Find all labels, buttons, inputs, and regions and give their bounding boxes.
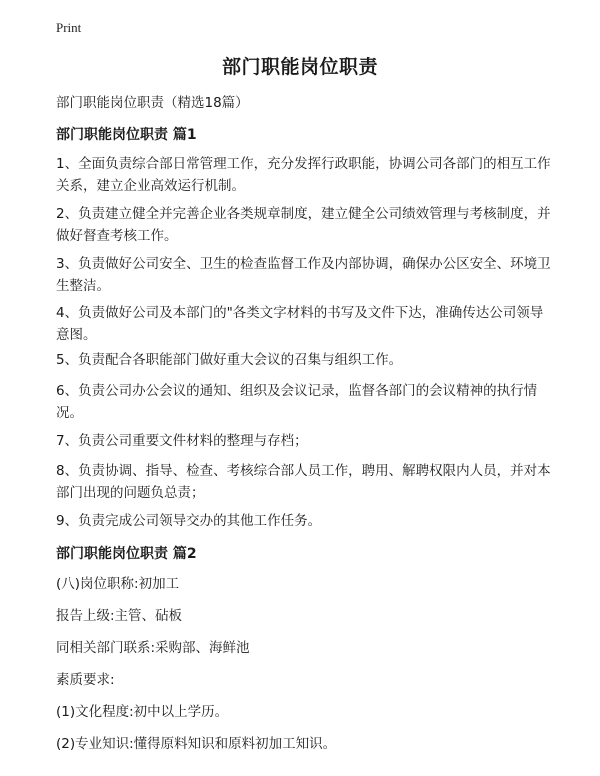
document-subtitle: 部门职能岗位职责（精选18篇） — [56, 95, 249, 111]
section-2-line: 报告上级:主管、砧板 — [56, 608, 183, 624]
section-1-item-5: 5、负责配合各职能部门做好重大会议的召集与组织工作。 — [56, 352, 403, 368]
section-2-line: (2)专业知识:懂得原料知识和原料初加工知识。 — [56, 736, 337, 752]
section-1-item-8: 8、负责协调、指导、检查、考核综合部人员工作，聘用、解聘权限内人员，并对本部门出现的问题负总责； — [56, 463, 551, 501]
section-1-item-6: 6、负责公司办公会议的通知、组织及会议记录，监督各部门的会议精神的执行情况。 — [56, 383, 538, 421]
section-1-item-3: 3、负责做好公司安全、卫生的检查监督工作及内部协调，确保办公区安全、环境卫生整洁。 — [56, 256, 551, 294]
section-1-item-9: 9、负责完成公司领导交办的其他工作任务。 — [56, 513, 322, 529]
section-2-line: (1)文化程度:初中以上学历。 — [56, 704, 229, 720]
section-1-item-1: 1、全面负责综合部日常管理工作，充分发挥行政职能，协调公司各部门的相互工作关系，建立企业高效运行机制。 — [56, 156, 551, 194]
section-1-item-2: 2、负责建立健全并完善企业各类规章制度，建立健全公司绩效管理与考核制度，并做好督查考核工作。 — [56, 206, 551, 244]
section-1-item-7: 7、负责公司重要文件材料的整理与存档； — [56, 433, 308, 449]
section-2-line: (八)岗位职称:初加工 — [56, 576, 180, 592]
section-1-heading: 部门职能岗位职责 篇1 — [56, 127, 197, 143]
section-2-heading: 部门职能岗位职责 篇2 — [56, 546, 197, 562]
print-link[interactable]: Print — [56, 20, 82, 35]
document-title: 部门职能岗位职责 — [221, 56, 378, 78]
section-2-line: 同相关部门联系:采购部、海鲜池 — [56, 640, 250, 656]
section-1-item-4: 4、负责做好公司及本部门的"各类文字材料的书写及文件下达，准确传达公司领导意图。 — [56, 305, 544, 343]
section-2-line: 素质要求: — [56, 672, 115, 688]
